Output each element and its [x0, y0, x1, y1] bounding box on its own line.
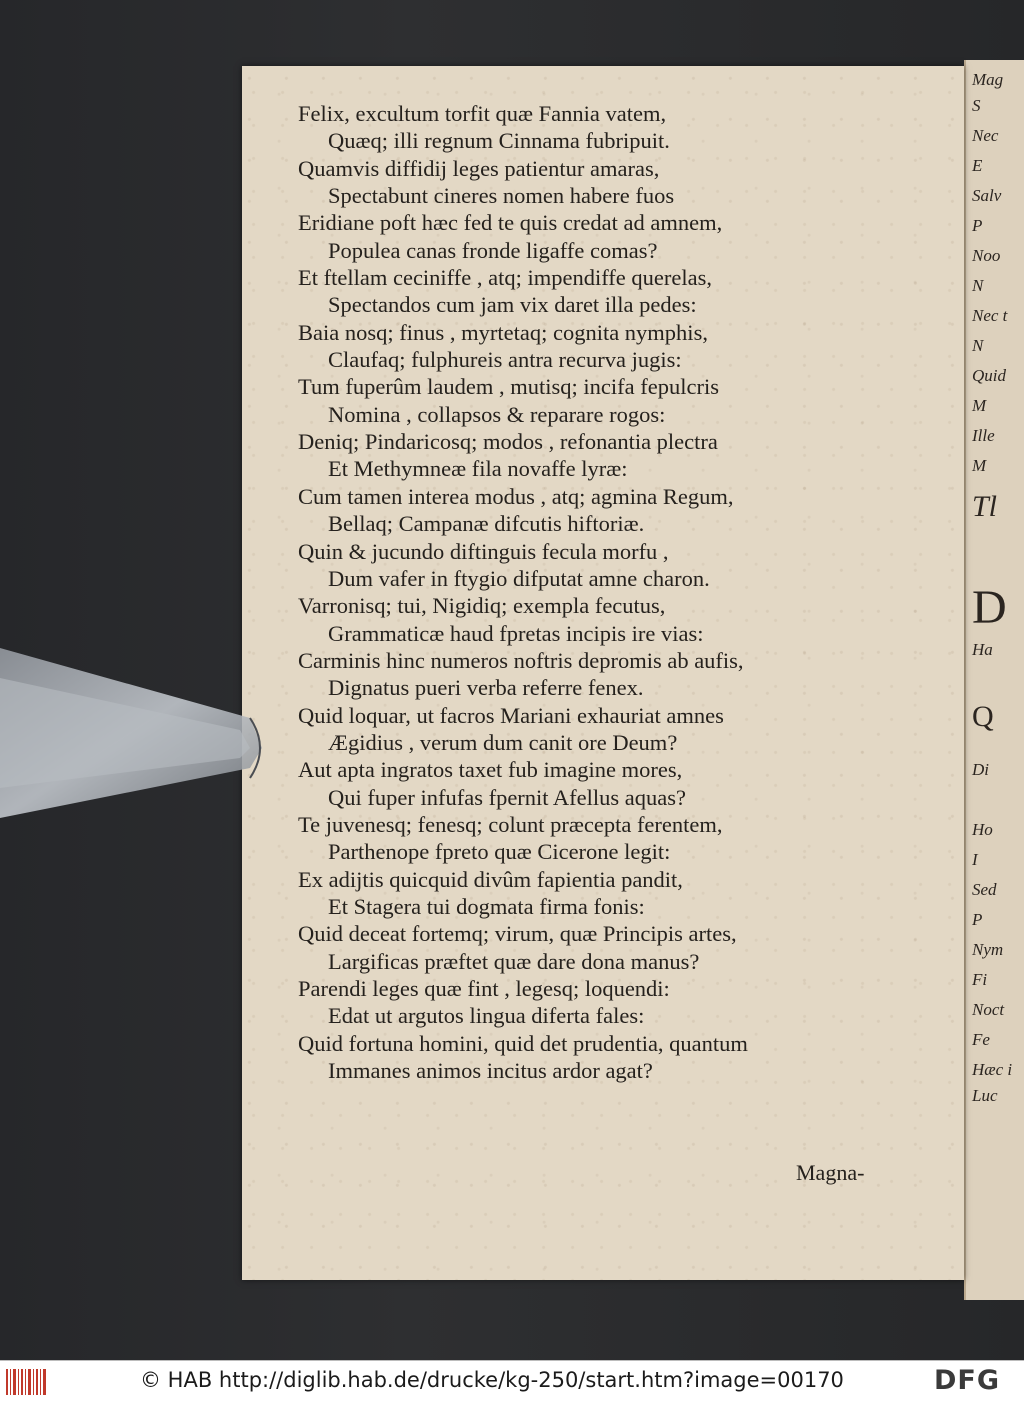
facing-page-fragment: S	[972, 96, 981, 115]
verse-line: Populea canas fronde ligaffe comas?	[328, 237, 658, 263]
verse-line: Felix, excultum torfit quæ Fannia vatem,	[298, 101, 667, 126]
verse-line: Dum vafer in ftygio difputat amne charon.	[328, 565, 710, 591]
facing-page-fragment: Tl	[972, 490, 998, 523]
verse-line: Te juvenesq; fenesq; colunt præcepta ferentem,	[298, 811, 723, 837]
verse-line: Qui fuper infufas fpernit Afellus aquas?	[328, 784, 687, 810]
facing-page-fragment: Salv	[972, 186, 1002, 205]
facing-page-fragment: N	[972, 276, 984, 295]
facing-page-fragment: Luc	[972, 1086, 998, 1105]
verse-line: Parthenope fpreto quæ Cicerone legit:	[328, 839, 671, 865]
copyright-url[interactable]: © HAB http://diglib.hab.de/drucke/kg-250/start.htm?image=00170	[140, 1368, 844, 1392]
page-clip-holder	[0, 648, 262, 818]
facing-page-fragment: D	[972, 581, 1007, 634]
facing-page-fragment: Noct	[972, 1000, 1005, 1019]
barcode-icon	[6, 1369, 46, 1395]
facing-page-fragment: Noo	[972, 246, 1001, 265]
facing-page-edge	[964, 60, 1024, 1300]
verse-line: Ex adijtis quicquid divûm fapientia pandit,	[298, 866, 683, 892]
verse-line: Spectandos cum jam vix daret illa pedes:	[328, 292, 697, 318]
facing-page-fragment: Hæc i	[972, 1060, 1013, 1079]
verse-line: Bellaq; Campanæ difcutis hiftoriæ.	[328, 511, 645, 537]
facing-page-fragment: Ho	[972, 820, 993, 839]
verse-line: Et ftellam ceciniffe , atq; impendiffe querelas,	[298, 265, 712, 291]
verse-line: Ægidius , verum dum canit ore Deum?	[328, 729, 678, 755]
facing-page-fragment: N	[972, 336, 984, 355]
verse-line: Cum tamen interea modus , atq; agmina Regum,	[298, 483, 734, 509]
verse-line: Quid loquar, ut facros Mariani exhauriat amnes	[298, 702, 724, 728]
facing-page-fragment: M	[972, 396, 987, 415]
facing-page-fragment: Ha	[972, 640, 993, 659]
verse-line: Immanes animos incitus ardor agat?	[328, 1058, 653, 1084]
verse-line: Aut apta ingratos taxet fub imagine mores,	[298, 757, 683, 783]
catchword: Magna-	[796, 1160, 865, 1185]
verse-line: Et Stagera tui dogmata firma fonis:	[328, 893, 645, 919]
facing-page-fragment: I	[972, 850, 978, 869]
verse-line: Largificas præftet quæ dare dona manus?	[328, 948, 700, 974]
facing-page-fragment: Nym	[972, 940, 1004, 959]
facing-page-fragment: Nec t	[972, 306, 1008, 325]
verse-line: Carminis hinc numeros noftris depromis ab aufis,	[298, 647, 744, 673]
verse-line: Edat ut argutos lingua diferta fales:	[328, 1003, 645, 1029]
facing-page-fragment: E	[972, 156, 983, 175]
verse-line: Quid deceat fortemq; virum, quæ Principis artes,	[298, 921, 737, 947]
facing-page-fragment: Mag	[972, 70, 1004, 89]
facing-page-fragment: Ille	[972, 426, 995, 445]
dfg-logo: DFG	[934, 1365, 1001, 1396]
verse-line: Dignatus pueri verba referre fenex.	[328, 675, 644, 701]
facing-page-fragment: P	[972, 216, 983, 235]
verse-line: Quin & jucundo diftinguis fecula morfu ,	[298, 538, 669, 564]
verse-line: Tum fuperûm laudem , mutisq; incifa fepulcris	[298, 374, 719, 400]
verse-line: Claufaq; fulphureis antra recurva jugis:	[328, 347, 682, 373]
verse-block	[298, 100, 938, 1084]
verse-line: Varronisq; tui, Nigidiq; exempla fecutus,	[298, 593, 666, 619]
verse-line: Et Methymneæ fila novaffe lyræ:	[328, 456, 628, 482]
verse-line: Quid fortuna homini, quid det prudentia, quantum	[298, 1030, 748, 1056]
facing-page-fragment: Fi	[972, 970, 988, 989]
verse-line: Parendi leges quæ fint , legesq; loquendi:	[298, 976, 670, 1001]
facing-page-fragment: Di	[972, 760, 989, 779]
facing-page-fragment: Fe	[972, 1030, 990, 1049]
verse-line: Nomina , collapsos & reparare rogos:	[328, 401, 666, 427]
verse-line: Deniq; Pindaricosq; modos , refonantia plectra	[298, 429, 718, 455]
facing-page-fragment: Quid	[972, 366, 1006, 385]
verse-line: Grammaticæ haud fpretas incipis ire vias:	[328, 620, 704, 646]
facing-page-fragment: M	[972, 456, 987, 475]
facing-page-fragment: Q	[972, 700, 994, 733]
facing-page-fragment: Nec	[972, 126, 999, 145]
verse-line: Spectabunt cineres nomen habere fuos	[328, 183, 675, 209]
verse-line: Eridiane poft hæc fed te quis credat ad amnem,	[298, 210, 723, 236]
facing-page-fragment: P	[972, 910, 983, 929]
facing-page-fragment: Sed	[972, 880, 997, 899]
verse-line: Quæq; illi regnum Cinnama fubripuit.	[328, 128, 670, 154]
verse-line: Quamvis diffidij leges patientur amaras,	[298, 155, 660, 181]
verse-line: Baia nosq; finus , myrtetaq; cognita nymphis,	[298, 319, 708, 345]
footer-bar	[0, 1360, 1024, 1401]
